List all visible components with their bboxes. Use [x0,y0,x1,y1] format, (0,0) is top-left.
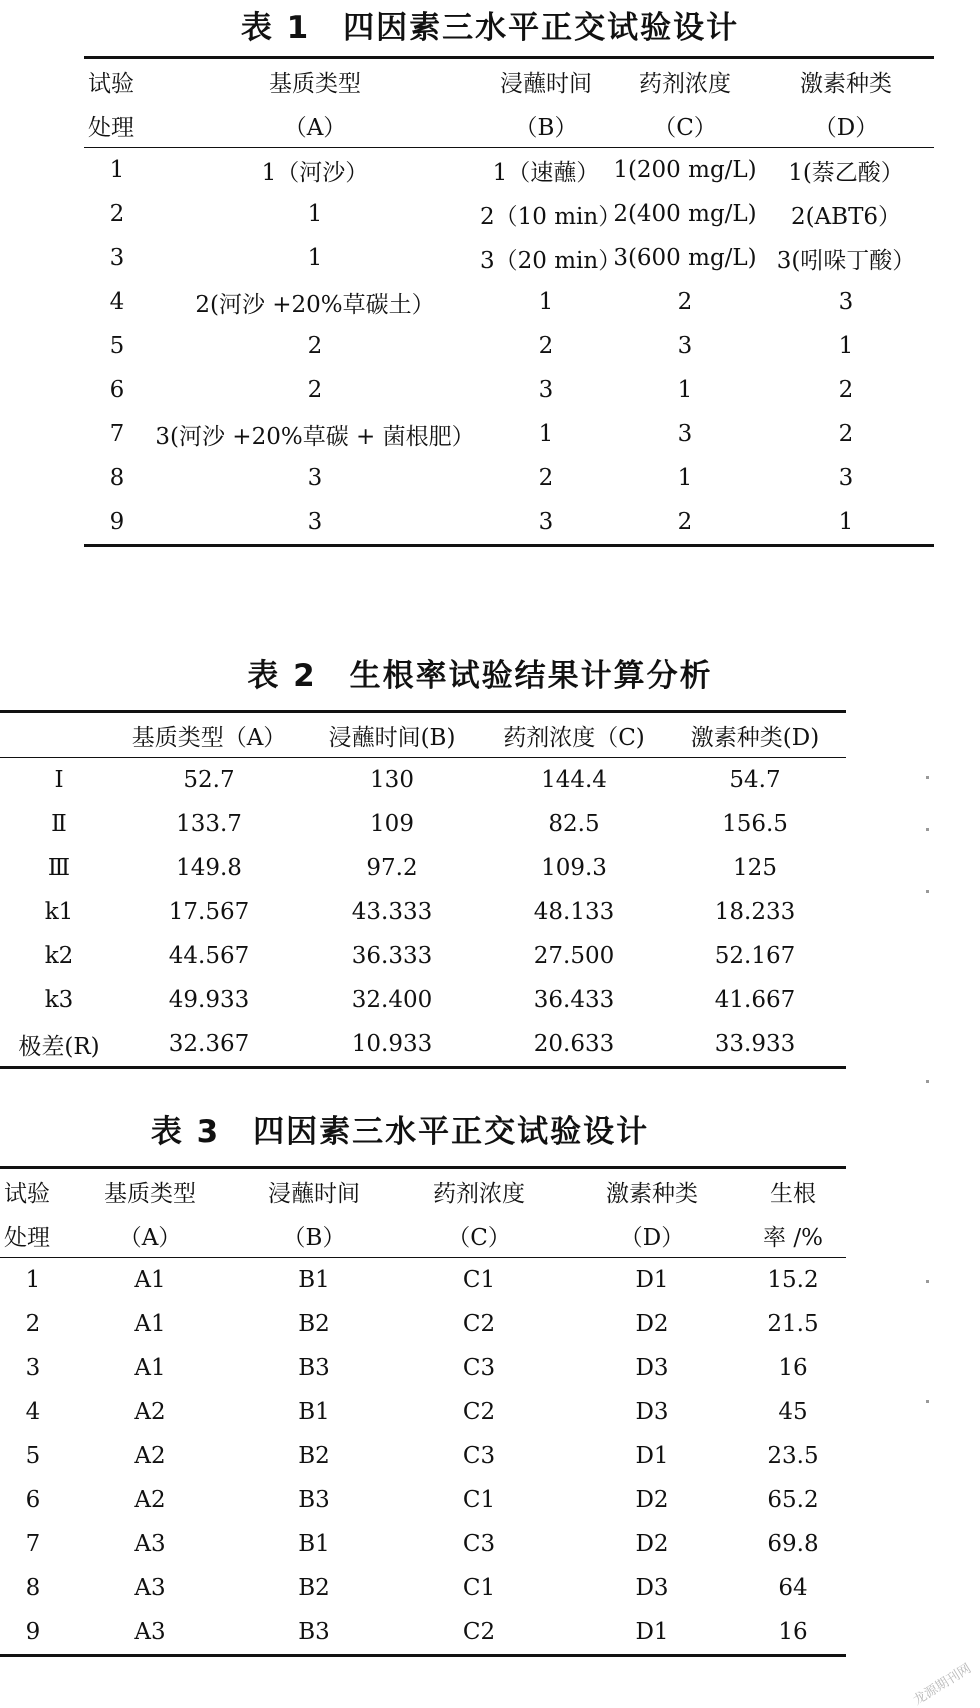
table-cell: 1 [109,157,125,183]
table-row [84,280,934,324]
table-cell: 5 [109,333,125,359]
table-cell: 1 [838,509,854,535]
table-cell: 2 [838,377,854,403]
table-cell: 97.2 [366,855,418,881]
table-cell: 133.7 [176,811,242,837]
table-cell: 41.667 [714,987,796,1013]
table-row [0,1302,846,1346]
table1-header-cell: 药剂浓度 [639,70,731,97]
table3-header-cell: 试验 [4,1180,50,1207]
table-row [0,1022,846,1068]
table-row [84,192,934,236]
table-row [0,1434,846,1478]
table-cell: 15.2 [767,1267,819,1293]
table-cell: 8 [25,1575,41,1601]
table-row [0,846,846,890]
table-cell: 69.8 [767,1531,819,1557]
table2-title: 表 2 生根率试验结果计算分析 [247,658,713,694]
table1-header-cell: （A） [283,114,347,141]
table3-header-cell: （D） [619,1224,685,1251]
table-cell: 130 [370,767,414,793]
table-cell: 44.567 [168,943,250,969]
table-row [0,934,846,978]
table3-header-cell: 基质类型 [104,1180,196,1207]
table-cell: 36.333 [351,943,433,969]
table-cell: C1 [462,1267,496,1293]
table-cell: 3 [307,509,323,535]
table-row [84,500,934,546]
table-cell: 18.233 [714,899,796,925]
table3-header-cell: 生根 [770,1180,816,1207]
table-cell: C1 [462,1487,496,1513]
table-row [84,456,934,500]
table-cell: A3 [134,1531,166,1557]
table1-header-cell: （B） [514,114,578,141]
table-cell: D2 [635,1487,669,1513]
table-cell: 27.500 [533,943,615,969]
table3-title: 表 3 四因素三水平正交试验设计 [150,1114,650,1150]
table-cell: B3 [298,1487,330,1513]
table-cell: 1 [538,421,554,447]
margin-mark [926,1280,929,1283]
table-cell: 1 [538,289,554,315]
table-cell: C2 [462,1311,496,1337]
table-cell: 125 [733,855,777,881]
table-cell: 2 [538,465,554,491]
table-cell: 9 [25,1619,41,1645]
table-cell: 1 [307,201,323,227]
table-cell: 3 [538,509,554,535]
table-cell: C3 [462,1355,496,1381]
table-cell: 3(吲哚丁酸） [776,247,916,274]
table-cell: 3(600 mg/L) [613,245,757,271]
table-cell: 16 [778,1619,808,1645]
table-cell: 2（10 min） [480,203,622,230]
table-cell: C3 [462,1531,496,1557]
table-cell: 2 [677,509,693,535]
table-cell: D2 [635,1311,669,1337]
table-cell: 6 [25,1487,41,1513]
table1-header-cell: 处理 [88,114,134,141]
table-row [84,368,934,412]
table-cell: 54.7 [729,767,781,793]
table-row [84,324,934,368]
table-cell: C2 [462,1619,496,1645]
table1-header-cell: （C） [653,114,717,141]
table-cell: A2 [134,1399,166,1425]
table2-header-cell: 药剂浓度（C) [503,724,645,751]
table3-header-cell: （B） [282,1224,346,1251]
table-cell: A2 [134,1487,166,1513]
table-cell: 2(河沙 +20%草碳土） [195,291,435,318]
table-cell: 52.167 [714,943,796,969]
table-cell: Ⅰ [54,767,64,793]
table-cell: 3 [25,1355,41,1381]
margin-mark [926,890,929,893]
table-cell: 23.5 [767,1443,819,1469]
table-cell: 2(400 mg/L) [613,201,757,227]
table-cell: 1(萘乙酸） [788,159,904,186]
table-row [0,890,846,934]
table1-header-cell: 浸蘸时间 [500,70,592,97]
table-cell: A1 [134,1355,166,1381]
table-cell: A1 [134,1267,166,1293]
table3-header-cell: （A） [118,1224,182,1251]
table-cell: Ⅲ [47,855,71,881]
table-cell: D3 [635,1399,669,1425]
table-row [0,1566,846,1610]
table-cell: 1(200 mg/L) [613,157,757,183]
table-cell: 8 [109,465,125,491]
table-cell: B1 [298,1531,330,1557]
margin-mark [926,1080,929,1083]
table-cell: 32.367 [168,1031,250,1057]
table2 [0,710,846,1069]
table-cell: 5 [25,1443,41,1469]
table3-header-row-2 [0,1213,846,1258]
table-cell: 3 [677,421,693,447]
table2-header-cell: 激素种类(D) [690,724,820,751]
table-row [84,412,934,456]
table-cell: 9 [109,509,125,535]
table-cell: k3 [44,987,74,1013]
table3-header-cell: 浸蘸时间 [268,1180,360,1207]
table-cell: 82.5 [548,811,600,837]
table2-header-cell: 基质类型（A） [131,724,287,751]
table-row [0,1346,846,1390]
margin-mark [926,776,929,779]
table-cell: 32.400 [351,987,433,1013]
table-row [0,802,846,846]
table-cell: B3 [298,1355,330,1381]
table-cell: 45 [778,1399,808,1425]
table3-header-cell: 处理 [4,1224,50,1251]
table-cell: A3 [134,1575,166,1601]
table-row [0,1610,846,1656]
table-cell: k1 [44,899,74,925]
table-cell: 3(河沙 +20%草碳 + 菌根肥） [155,423,475,450]
table1-title: 表 1 四因素三水平正交试验设计 [240,10,740,46]
table-cell: 64 [778,1575,808,1601]
table-cell: 2 [307,333,323,359]
table-cell: 2 [307,377,323,403]
table-cell: D3 [635,1355,669,1381]
table-cell: 1（河沙） [261,159,369,186]
table-cell: C1 [462,1575,496,1601]
table1-header-cell: （D） [813,114,879,141]
table-cell: D1 [635,1267,669,1293]
table-cell: 1 [25,1267,41,1293]
table-cell: 144.4 [541,767,607,793]
table-cell: 3 [677,333,693,359]
table3-header-cell: 激素种类 [606,1180,698,1207]
table-cell: D2 [635,1531,669,1557]
table-cell: 3 [538,377,554,403]
table-cell: 3 [109,245,125,271]
table-cell: B1 [298,1267,330,1293]
table-cell: B3 [298,1619,330,1645]
table-cell: 2 [25,1311,41,1337]
table-cell: 49.933 [168,987,250,1013]
table-cell: 3（20 min） [480,247,622,274]
table-cell: A2 [134,1443,166,1469]
table-row [0,1258,846,1303]
table-cell: 3 [307,465,323,491]
table1 [84,56,934,547]
table-cell: 17.567 [168,899,250,925]
table-row [0,758,846,803]
margin-mark [926,828,929,831]
table-cell: B2 [298,1311,330,1337]
table-cell: C3 [462,1443,496,1469]
table-cell: 1 [677,465,693,491]
table1-header-cell: 基质类型 [269,70,361,97]
table-cell: 4 [25,1399,41,1425]
table3-header-cell: 率 /% [763,1224,823,1251]
table-cell: 2 [677,289,693,315]
table-cell: D1 [635,1443,669,1469]
table-cell: B2 [298,1575,330,1601]
table-cell: D1 [635,1619,669,1645]
table3 [0,1166,846,1657]
table2-header-cell [0,712,118,758]
table-cell: 1 [677,377,693,403]
table-cell: 36.433 [533,987,615,1013]
table-cell: 7 [109,421,125,447]
table-cell: 3 [838,465,854,491]
table-cell: k2 [44,943,74,969]
table-cell: A1 [134,1311,166,1337]
table-cell: 3 [838,289,854,315]
table3-header-row-1 [0,1168,846,1214]
table2-header-row [0,712,846,758]
table-cell: 2 [538,333,554,359]
table3-header-cell: （C） [447,1224,511,1251]
watermark: 龙源期刊网 [910,1661,974,1708]
table-cell: 4 [109,289,125,315]
table1-header-row-2 [84,103,934,148]
table-cell: 2 [109,201,125,227]
table-cell: B1 [298,1399,330,1425]
table-cell: 1 [307,245,323,271]
table1-header-cell: 激素种类 [800,70,892,97]
table-cell: A3 [134,1619,166,1645]
table-row [84,148,934,193]
table-cell: Ⅱ [51,811,67,837]
table3-header-cell: 药剂浓度 [433,1180,525,1207]
table-cell: 43.333 [351,899,433,925]
table-cell: 2(ABT6） [790,203,902,230]
table-cell: 16 [778,1355,808,1381]
table-cell: 10.933 [351,1031,433,1057]
table-cell: D3 [635,1575,669,1601]
table-cell: 极差(R) [18,1033,100,1060]
table-row [0,978,846,1022]
table2-header-cell: 浸蘸时间(B) [328,724,456,751]
table-cell: 1 [838,333,854,359]
table-cell: 20.633 [533,1031,615,1057]
table-cell: 149.8 [176,855,242,881]
table-cell: 7 [25,1531,41,1557]
table-cell: 6 [109,377,125,403]
table-cell: 109 [370,811,414,837]
table-cell: 109.3 [541,855,607,881]
table-cell: B2 [298,1443,330,1469]
table-row [84,236,934,280]
table-cell: 48.133 [533,899,615,925]
margin-mark [926,1400,929,1403]
table1-header-row-1 [84,58,934,104]
table-cell: 1（速蘸） [492,159,600,186]
table-cell: 156.5 [722,811,788,837]
table-row [0,1390,846,1434]
table-cell: 21.5 [767,1311,819,1337]
table-row [0,1522,846,1566]
table-cell: C2 [462,1399,496,1425]
table-cell: 65.2 [767,1487,819,1513]
table-cell: 52.7 [183,767,235,793]
table-row [0,1478,846,1522]
table1-header-cell: 试验 [88,70,134,97]
table-cell: 33.933 [714,1031,796,1057]
table-cell: 2 [838,421,854,447]
